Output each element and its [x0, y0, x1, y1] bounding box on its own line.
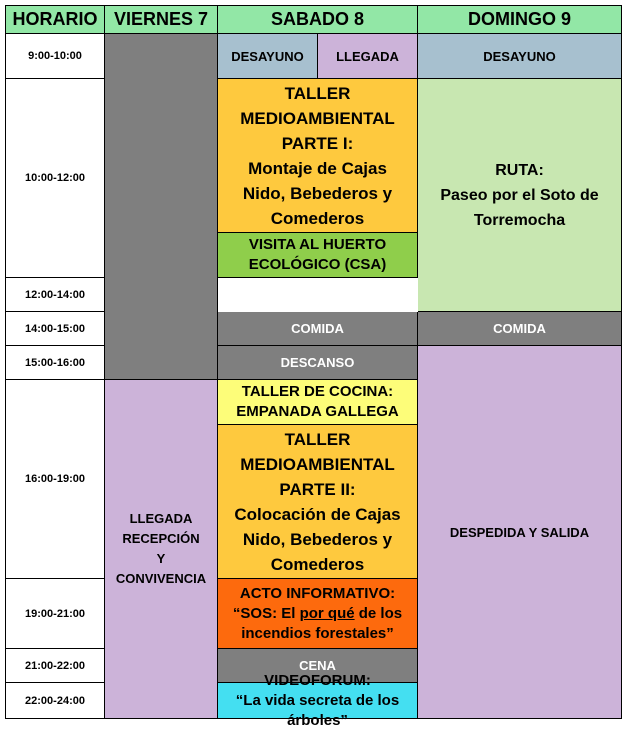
acto-line: ACTO INFORMATIVO:: [239, 584, 396, 602]
time-slot: 15:00-16:00: [6, 346, 105, 380]
header-horario: HORARIO: [6, 6, 105, 34]
domingo-despedida: DESPEDIDA Y SALIDA: [418, 346, 621, 718]
sabado-descanso: DESCANSO: [218, 346, 418, 380]
viernes-empty-block: [105, 34, 218, 380]
ruta-line: RUTA:: [495, 161, 544, 179]
ruta-line: Torremocha: [473, 211, 566, 229]
time-slot: 12:00-14:00: [6, 278, 105, 312]
cocina-line: TALLER DE COCINA:: [241, 383, 394, 400]
sabado-taller-cocina: [218, 380, 418, 425]
sabado-comida: COMIDA: [218, 312, 418, 346]
acto-line: [233, 604, 402, 624]
videoforum-line: VIDEOFORUM:: [264, 671, 371, 689]
domingo-comida: COMIDA: [418, 312, 621, 346]
cocina-line: EMPANADA GALLEGA: [236, 403, 399, 420]
acto-line-pre: “SOS: El: [232, 604, 300, 622]
taller2-line: Comederos: [270, 554, 365, 574]
schedule-table: [5, 5, 622, 729]
acto-underlined-text: por qué: [299, 604, 355, 622]
taller1-line: Nido, Bebederos y: [242, 183, 393, 203]
sabado-videoforum: [218, 671, 418, 729]
time-slot: 16:00-19:00: [6, 380, 105, 579]
time-slot: 22:00-24:00: [6, 683, 105, 718]
taller2-line: PARTE II:: [279, 479, 356, 499]
sabado-cena: CENA: [218, 649, 418, 683]
viernes-llegada-line: RECEPCIÓN: [122, 531, 200, 546]
header-domingo: DOMINGO 9: [418, 6, 621, 34]
sabado-acto-informativo: [218, 579, 418, 649]
videoforum-line: árboles”: [287, 711, 348, 729]
acto-line: incendios forestales”: [241, 624, 394, 642]
sabado-llegada: LLEGADA: [318, 34, 418, 79]
ruta-line: Paseo por el Soto de: [440, 186, 599, 204]
viernes-llegada-line: CONVIVENCIA: [115, 571, 207, 586]
taller2-line: TALLER: [284, 429, 351, 449]
sabado-desayuno: DESAYUNO: [218, 34, 318, 79]
time-slot: 21:00-22:00: [6, 649, 105, 683]
taller1-line: PARTE I:: [281, 133, 354, 153]
sabado-visita-huerto: [218, 233, 418, 278]
header-sabado: SABADO 8: [218, 6, 418, 34]
time-slot: 10:00-12:00: [6, 79, 105, 278]
viernes-llegada-line: LLEGADA: [129, 511, 193, 526]
visita-line: VISITA AL HUERTO: [248, 236, 387, 253]
visita-line: ECOLÓGICO (CSA): [248, 256, 387, 273]
domingo-desayuno: DESAYUNO: [418, 34, 621, 79]
viernes-llegada-line: Y: [156, 551, 166, 566]
time-slot: 14:00-15:00: [6, 312, 105, 346]
taller1-line: Comederos: [270, 208, 365, 228]
sabado-taller-parte-1: [218, 79, 418, 233]
taller1-line: TALLER: [284, 83, 351, 103]
time-slot: 9:00-10:00: [6, 34, 105, 79]
taller2-line: Colocación de Cajas: [234, 504, 401, 524]
videoforum-line: “La vida secreta de los: [235, 691, 400, 709]
sabado-taller-parte-2: [218, 425, 418, 579]
acto-line-post: de los: [354, 604, 403, 622]
domingo-ruta: [418, 79, 621, 312]
taller2-line: Nido, Bebederos y: [242, 529, 393, 549]
viernes-llegada-block: [105, 380, 218, 718]
taller1-line: Montaje de Cajas: [248, 158, 387, 178]
taller1-line: MEDIOAMBIENTAL: [240, 108, 395, 128]
time-slot: 19:00-21:00: [6, 579, 105, 649]
taller2-line: MEDIOAMBIENTAL: [240, 454, 395, 474]
header-viernes: VIERNES 7: [105, 6, 218, 34]
